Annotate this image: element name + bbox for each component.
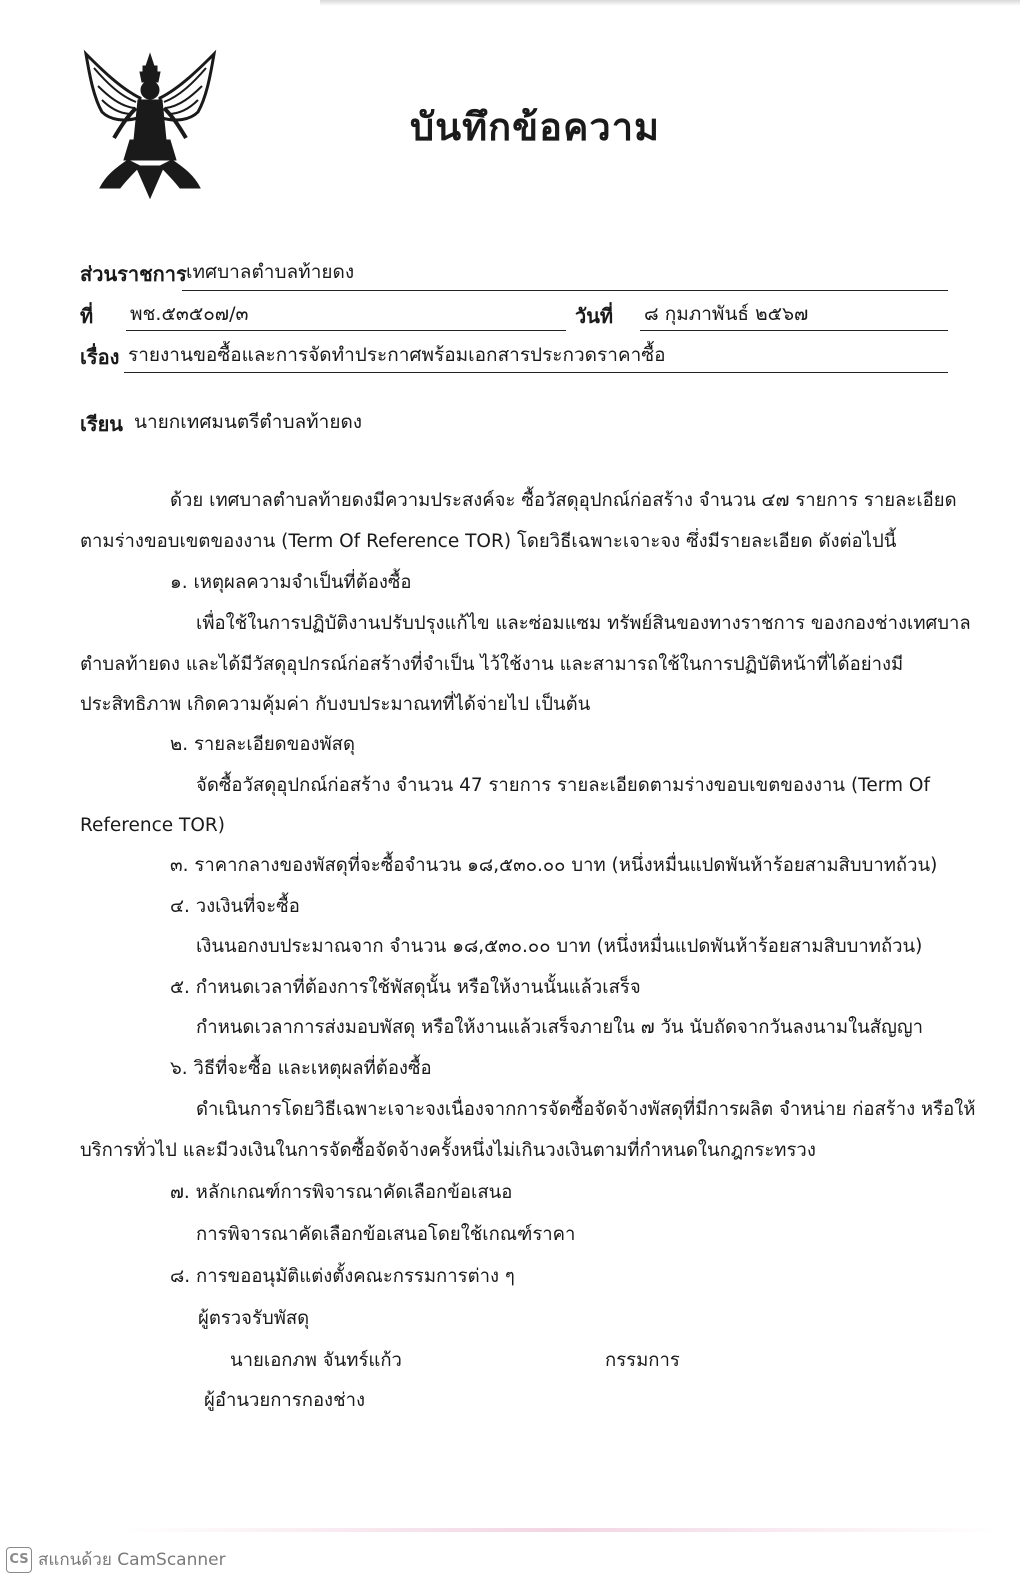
section-2-heading: ๒. รายละเอียดของพัสดุ: [170, 734, 355, 755]
section-5-heading: ๕. กำหนดเวลาที่ต้องการใช้พัสดุนั้น หรือให้งานนั้นแล้วเสร็จ: [170, 977, 641, 998]
ref-value: พช.๕๓๕๐๗/๓: [130, 303, 249, 325]
agency-underline: [182, 290, 948, 291]
section-1-heading: ๑. เหตุผลความจำเป็นที่ต้องซื้อ: [170, 572, 412, 593]
section-2-line-2: Reference TOR): [80, 815, 225, 836]
subject-label: เรื่อง: [80, 345, 120, 369]
section-1-line-2: ตำบลท้ายดง และได้มีวัสดุอุปกรณ์ก่อสร้างที่จำเป็น ไว้ใช้งาน และสามารถใช้ในการปฏิบัติหน้าที่ได้อย่างมี: [80, 654, 904, 675]
section-6-heading: ๖. วิธีที่จะซื้อ และเหตุผลที่ต้องซื้อ: [170, 1058, 432, 1079]
camscanner-logo-icon: CS: [6, 1547, 32, 1573]
intro-line-2: ตามร่างขอบเขตของงาน (Term Of Reference TOR) โดยวิธีเฉพาะเจาะจง ซึ่งมีรายละเอียด ดังต่อไปนี้: [80, 531, 897, 552]
subject-value: รายงานขอซื้อและการจัดทำประกาศพร้อมเอกสารประกวดราคาซื้อ: [128, 344, 666, 366]
committee-member-position: ผู้อำนวยการกองช่าง: [204, 1390, 366, 1411]
date-label: วันที่: [575, 304, 614, 328]
agency-value: เทศบาลตำบลท้ายดง: [186, 261, 355, 283]
camscanner-watermark: [6, 1546, 226, 1573]
section-5-line-1: กำหนดเวลาการส่งมอบพัสดุ หรือให้งานแล้วเสร็จภายใน ๗ วัน นับถัดจากวันลงนามในสัญญา: [196, 1017, 923, 1038]
ref-underline: [126, 330, 566, 331]
section-6-line-1: ดำเนินการโดยวิธีเฉพาะเจาะจงเนื่องจากการจัดซื้อจัดจ้างพัสดุที่มีการผลิต จำหน่าย ก่อสร้าง หรือให้: [196, 1099, 976, 1120]
section-4-heading: ๔. วงเงินที่จะซื้อ: [170, 896, 300, 917]
to-label: เรียน: [80, 412, 123, 436]
to-value: นายกเทศมนตรีตำบลท้ายดง: [134, 411, 363, 433]
committee-member-role: กรรมการ: [605, 1350, 680, 1371]
section-6-line-2: บริการทั่วไป และมีวงเงินในการจัดซื้อจัดจ้างครั้งหนึ่งไม่เกินวงเงินตามที่กำหนดในกฎกระทรวง: [80, 1140, 816, 1161]
intro-line-1: ด้วย เทศบาลตำบลท้ายดงมีความประสงค์จะ ซื้อวัสดุอุปกณ์ก่อสร้าง จำนวน ๔๗ รายการ รายละเอียด: [170, 490, 957, 511]
document-title: บันทึกข้อความ: [410, 105, 661, 149]
section-3-heading: ๓. ราคากลางของพัสดุที่จะซื้อจำนวน ๑๘,๕๓๐.๐๐ บาท (หนึ่งหมื่นแปดพันห้าร้อยสามสิบบาทถ้วน): [170, 855, 938, 876]
ref-label: ที่: [80, 304, 94, 328]
section-1-line-3: ประสิทธิภาพ เกิดความคุ้มค่า กับงบประมาณทที่ได้จ่ายไป เป็นต้น: [80, 694, 591, 715]
section-4-line-1: เงินนอกงบประมาณจาก จำนวน ๑๘,๕๓๐.๐๐ บาท (หนึ่งหมื่นแปดพันห้าร้อยสามสิบบาทถ้วน): [196, 936, 923, 957]
section-2-line-1: จัดซื้อวัสดุอุปกณ์ก่อสร้าง จำนวน 47 รายการ รายละเอียดตามร่างขอบเขตของงาน (Term Of: [196, 775, 930, 796]
date-value: ๘ กุมภาพันธ์ ๒๕๖๗: [644, 303, 809, 325]
section-8-heading: ๘. การขออนุมัติแต่งตั้งคณะกรรมการต่าง ๆ: [170, 1266, 515, 1287]
committee-member-name: นายเอกภพ จันทร์แก้ว: [230, 1350, 402, 1371]
agency-label: ส่วนราชการ: [80, 262, 187, 286]
subject-underline: [124, 372, 948, 373]
section-7-heading: ๗. หลักเกณฑ์การพิจารณาคัดเลือกข้อเสนอ: [170, 1182, 513, 1203]
garuda-emblem-icon: [80, 48, 220, 200]
section-7-line-1: การพิจารณาคัดเลือกข้อเสนอโดยใช้เกณฑ์ราคา: [196, 1224, 576, 1245]
date-underline: [640, 330, 948, 331]
camscanner-text: สแกนด้วย CamScanner: [38, 1550, 226, 1570]
scan-edge-shadow: [320, 0, 1020, 6]
section-1-line-1: เพื่อใช้ในการปฏิบัติงานปรับปรุงแก้ไข และซ่อมแซม ทรัพย์สินของทางราชการ ของกองช่างเทศบาล: [196, 613, 971, 634]
committee-title: ผู้ตรวจรับพัสดุ: [198, 1308, 310, 1329]
scan-edge-tint: [120, 1528, 1000, 1532]
